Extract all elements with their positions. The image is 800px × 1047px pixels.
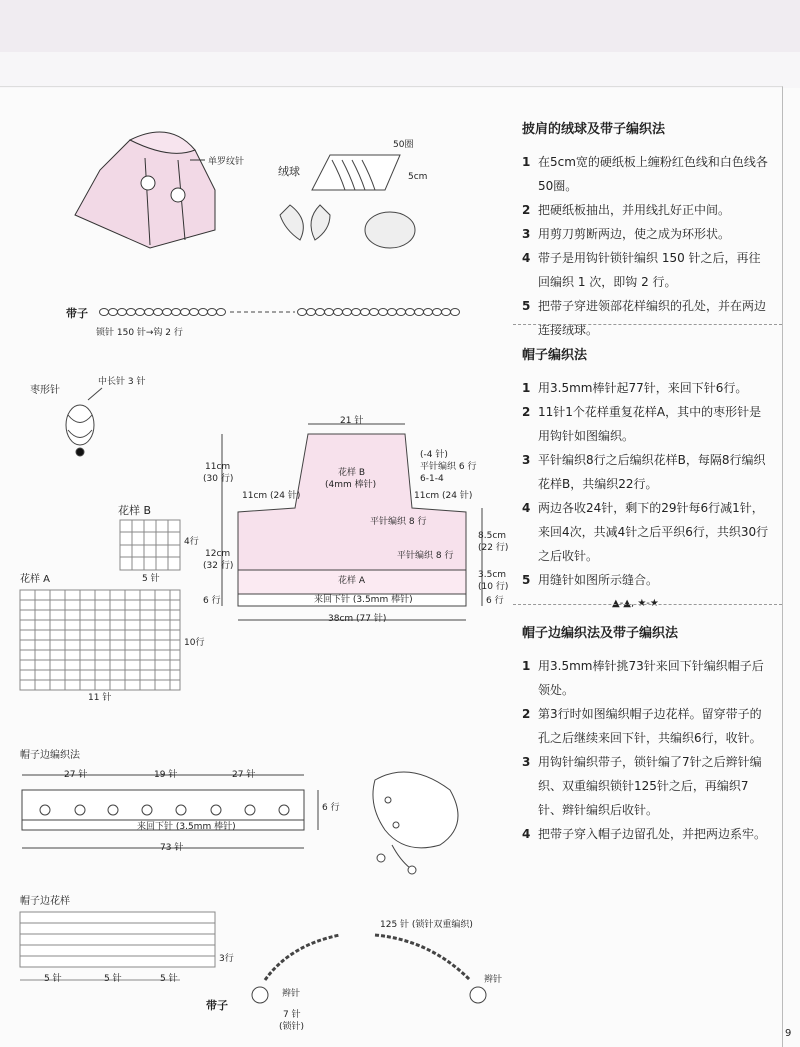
brim-seg1: 27 针 <box>64 770 88 780</box>
strap-bead <box>379 309 388 316</box>
strap-bead <box>154 309 163 316</box>
hat-left-h: 11cm <box>205 462 231 472</box>
label-strap-note: 锁针 150 针→钩 2 行 <box>96 328 183 338</box>
brim-rows: 6 行 <box>322 803 340 813</box>
strap-bead <box>433 309 442 316</box>
hat-dec3: 6-1-4 <box>420 474 444 484</box>
pattern-a-grid <box>20 590 180 690</box>
strap-bead <box>163 309 172 316</box>
strap-bead <box>217 309 226 316</box>
page-number: 9 <box>785 1028 792 1039</box>
strap-bead <box>100 309 109 316</box>
seam-symbols: ▲-▲, ★-★ <box>612 598 659 609</box>
section-title: 帽子编织法 <box>522 348 588 363</box>
instruction-item: 4 带子是用钩针锁针编织 150 针之后，再往回编织 1 次，即钩 2 行。 <box>522 251 761 289</box>
hat-dec2: 平针编织 6 行 <box>420 462 477 472</box>
strap-bead <box>208 309 217 316</box>
strap-bead <box>352 309 361 316</box>
hat-dec1: (-4 针) <box>420 450 448 460</box>
pattern-b-title: 花样 B <box>118 504 152 517</box>
brim-pattern-seg-1: 5 针 <box>44 974 62 984</box>
hat-plain8a: 平针编织 8 行 <box>370 517 427 527</box>
instruction-item: 3 平针编织8行之后编织花样B，每隔8行编织花样B，共编织22行。 <box>522 453 766 491</box>
strap-bead <box>190 309 199 316</box>
pattern-b-rows: 4行 <box>184 537 199 547</box>
hat-pattern-b: 花样 B <box>338 468 366 478</box>
strap-bead <box>451 309 460 316</box>
instruction-item: 3 用钩针编织带子，锁针编了7针之后辫针编织、双重编织锁针125针之后，再编织7针、辫针编织后收针。 <box>522 755 762 817</box>
instruction-item: 1 用3.5mm棒针起77针，来回下针6行。 <box>522 381 748 395</box>
hat-plain8b: 平针编织 8 行 <box>397 551 454 561</box>
pompom-card <box>280 155 415 248</box>
hat-right2: 3.5cm <box>478 570 507 580</box>
instruction-item: 1 在5cm宽的硬纸板上缠粉红色线和白色线各50圈。 <box>522 155 768 193</box>
section-brim-tie <box>522 622 772 846</box>
instruction-item: 4 把带子穿入帽子边留孔处，并把两边系牢。 <box>522 827 767 841</box>
label-50-turns: 50圈 <box>393 140 414 150</box>
instruction-item: 2 把硬纸板抽出，并用线扎好正中间。 <box>522 203 731 217</box>
strap-bead <box>109 309 118 316</box>
hat-right3: 6 行 <box>486 596 504 606</box>
hat-right1: 8.5cm <box>478 531 507 541</box>
brim-pattern-grid <box>20 912 215 980</box>
strap-bead <box>199 309 208 316</box>
cape-illustration <box>75 132 215 248</box>
label-strap: 带子 <box>66 307 88 320</box>
hat-pattern-a: 花样 A <box>338 576 366 586</box>
strap-bead <box>145 309 154 316</box>
brim-pattern-rows: 3行 <box>219 954 234 964</box>
pattern-b-stitches: 5 针 <box>142 574 160 584</box>
section-divider <box>513 324 782 325</box>
tie-end2: (锁针) <box>279 1022 305 1032</box>
brim-seg3: 27 针 <box>232 770 256 780</box>
brim-pattern-seg-2: 5 针 <box>104 974 122 984</box>
section-title: 帽子边编织法及带子编织法 <box>522 626 679 641</box>
hat-shoulder-left: 11cm (24 针) <box>242 491 301 501</box>
hat-shoulder-right: 11cm (24 针) <box>414 491 473 501</box>
section-divider <box>513 604 782 605</box>
strap-bead <box>127 309 136 316</box>
hat-garter: 来回下针 (3.5mm 棒针) <box>314 595 413 605</box>
pattern-b-grid <box>120 520 180 570</box>
strap-bead <box>298 309 307 316</box>
strap-bead <box>424 309 433 316</box>
section-title: 披肩的绒球及带子编织法 <box>522 122 666 137</box>
strap-bead <box>172 309 181 316</box>
hat-right1-rows: (22 行) <box>478 543 509 553</box>
strap-bead <box>325 309 334 316</box>
brim-pattern-title: 帽子边花样 <box>20 896 70 907</box>
label-rib-stitch: 单罗纹针 <box>208 157 245 167</box>
bonnet-illustration <box>373 772 458 874</box>
section-pompom-strap <box>522 118 772 342</box>
strap-bead <box>361 309 370 316</box>
tie-end: 7 针 <box>283 1010 301 1020</box>
hat-left-h-rows: (30 行) <box>203 474 234 484</box>
brim-title: 帽子边编织法 <box>20 750 80 761</box>
instruction-item: 2 第3行时如图编织帽子边花样。留穿带子的孔之后继续来回下针，共编织6行，收针。 <box>522 707 762 745</box>
label-bobble: 枣形针 <box>30 385 60 396</box>
hat-left-bot: 6 行 <box>203 596 221 606</box>
strap-bead <box>388 309 397 316</box>
strap-bead <box>415 309 424 316</box>
hat-right2-rows: (10 行) <box>478 582 509 592</box>
section-hat <box>522 344 772 616</box>
strap-bead <box>307 309 316 316</box>
brim-pattern-seg-3: 5 针 <box>160 974 178 984</box>
strap-bead <box>442 309 451 316</box>
strap-bead <box>334 309 343 316</box>
hat-left-mid: 12cm <box>205 549 231 559</box>
hat-left-mid-rows: (32 行) <box>203 561 234 571</box>
label-bobble-stitch: 中长针 3 针 <box>98 377 146 387</box>
brim-diagram <box>22 775 318 848</box>
strap-bead <box>406 309 415 316</box>
hat-needle-b: (4mm 棒针) <box>325 480 377 490</box>
instruction-item: 5 把带子穿进领部花样编织的孔处，并在两边连接绒球。 <box>522 299 767 337</box>
instruction-item: 1 用3.5mm棒针挑73针来回下针编织帽子后领处。 <box>522 659 764 697</box>
strap-bead <box>316 309 325 316</box>
strap-bead <box>343 309 352 316</box>
pattern-a-rows: 10行 <box>184 638 205 648</box>
tie-braid-right: 辫针 <box>484 975 503 985</box>
instruction-item: 5 用缝针如图所示缝合。 <box>522 573 659 587</box>
instruction-item: 4 两边各收24针，剩下的29针每6行减1针，来回4次，共减4针之后平织6行，共织30行之后收针。 <box>522 501 769 563</box>
brim-total: 73 针 <box>160 843 184 853</box>
strap-bead <box>136 309 145 316</box>
tie-braid-left: 辫针 <box>282 989 301 999</box>
hat-width: 38cm (77 针) <box>328 614 387 624</box>
label-5cm: 5cm <box>408 172 428 182</box>
hat-top: 21 针 <box>340 416 364 426</box>
pattern-a-title: 花样 A <box>20 574 51 585</box>
tie-chain: 125 针 (锁针双重编织) <box>380 920 473 930</box>
tie-label: 带子 <box>206 999 228 1012</box>
pattern-a-stitches: 11 针 <box>88 693 112 703</box>
label-pompom: 绒球 <box>278 165 300 178</box>
instruction-item: 2 11针1个花样重复花样A，其中的枣形针是用钩针如图编织。 <box>522 405 762 443</box>
brim-garter: 来回下针 (3.5mm 棒针) <box>137 822 236 832</box>
bobble-stitch <box>66 388 102 456</box>
instruction-item: 3 用剪刀剪断两边，使之成为环形状。 <box>522 227 731 241</box>
strap-bead <box>181 309 190 316</box>
strap-bead <box>370 309 379 316</box>
brim-seg2: 19 针 <box>154 770 178 780</box>
strap-bead <box>118 309 127 316</box>
strap-bead <box>397 309 406 316</box>
